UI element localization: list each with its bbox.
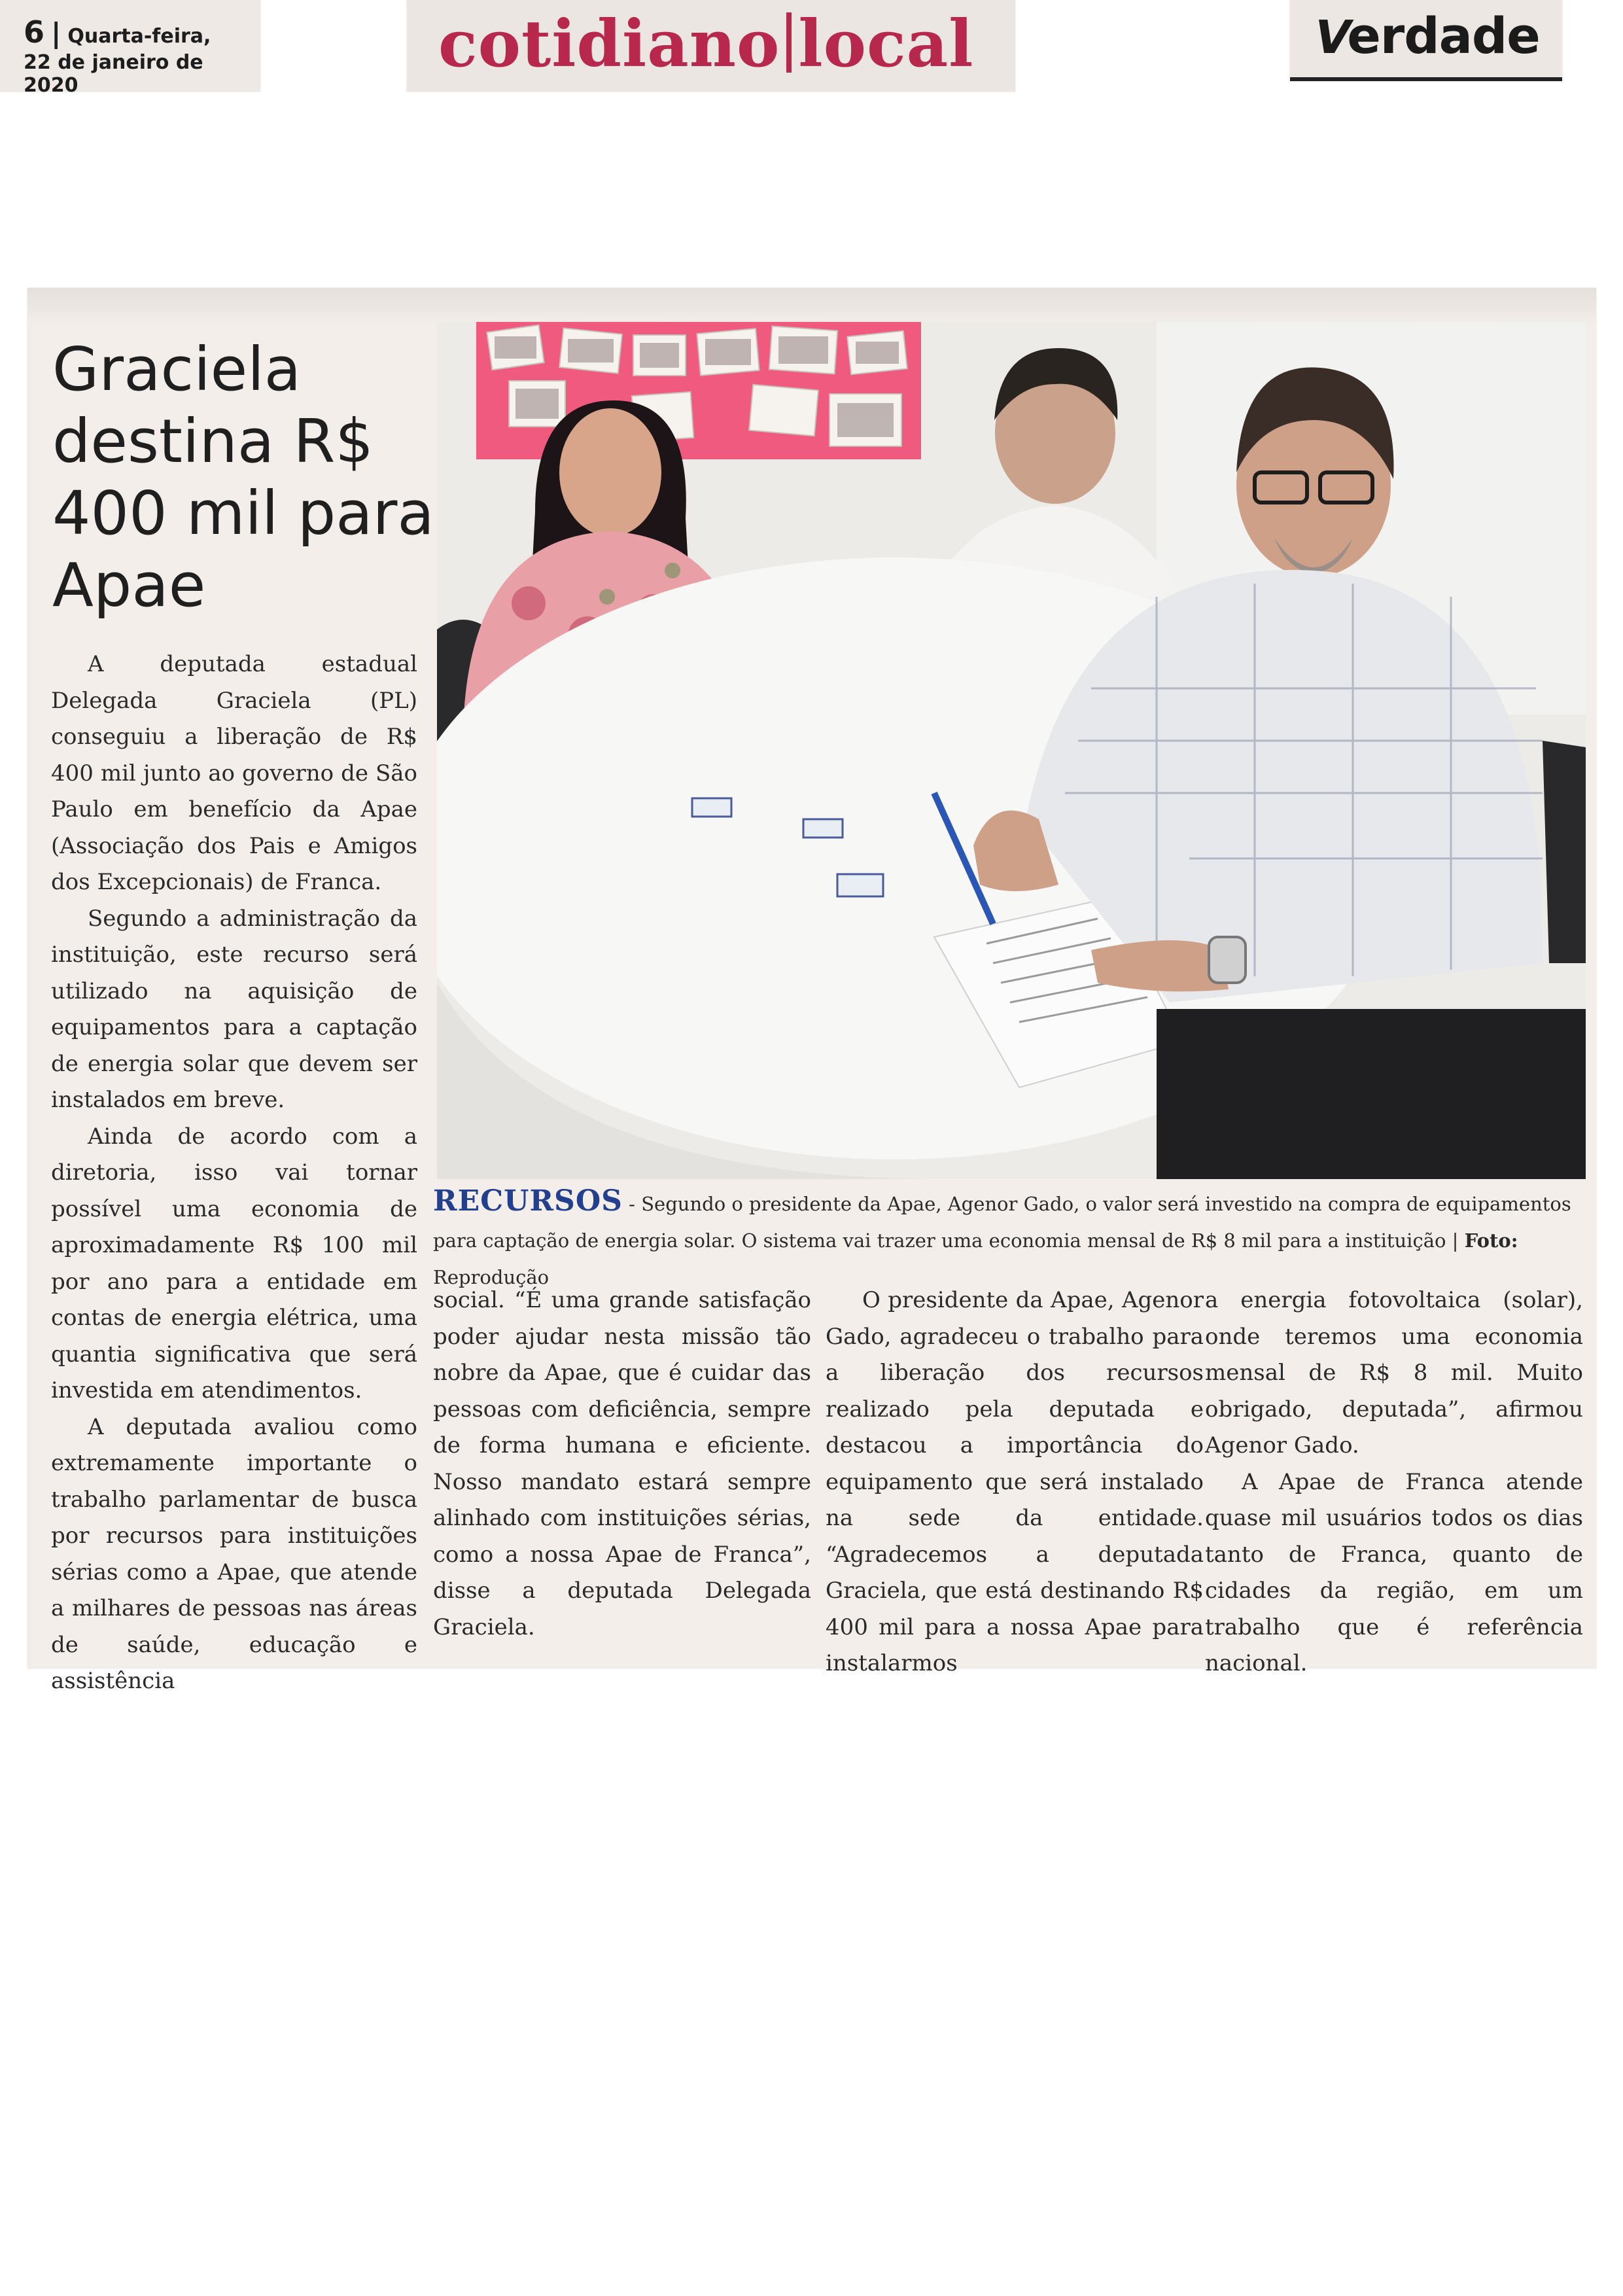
photo-credit-label: Foto: [1464, 1229, 1518, 1252]
section-left: cotidiano [438, 7, 780, 82]
paragraph: social. “É uma grande satisfação poder ajudar nesta missão tão nobre da Apae, que é cuidar das pessoas com deficiência, sempre de forma humana e eficiente. Nosso mandato estará sempre alinhado com instituições sérias, como a nossa Apae de Franca”, disse a deputada Delegada Graciela. [433, 1287, 811, 1640]
card [837, 874, 883, 896]
paragraph: A Apae de Franca atende quase mil usuários todos os dias tanto de Franca, quanto de cidades da região, em um trabalho que é referência nacional. [1205, 1468, 1583, 1676]
paragraph: O presidente da Apae, Agenor Gado, agradeceu o trabalho para a liberação dos recursos realizado pela deputada e destacou a importância do equipamento que será instalado na sede da entidade. “Agradecemos a deputada Graciela, que está destinando R$ 400 mil para a nossa Apae para instalarmos [826, 1287, 1204, 1676]
card [803, 819, 843, 838]
card [692, 798, 731, 817]
headline: Graciela destina R$ 400 mil para Apae [52, 334, 434, 620]
paragraph: A deputada avaliou como extremamente importante o trabalho parlamentar de busca por recursos para instituições sérias como a Apae, que atende a milhares de pessoas nas áreas de saúde, educação e assistência [51, 1413, 417, 1694]
article-photo [437, 322, 1586, 1179]
page-number: 6 [24, 14, 45, 50]
article-clipping [27, 288, 1596, 1694]
brand-initial: V [1309, 10, 1355, 64]
photo-illustration [437, 322, 1586, 1179]
section-right: local [798, 7, 974, 82]
brand-name: erdade [1347, 7, 1540, 65]
page-separator: | [51, 17, 61, 49]
caption-title: RECURSOS [433, 1184, 623, 1218]
section-title [438, 7, 973, 82]
paragraph: Ainda de acordo com a diretoria, isso vai tornar possível uma economia de aproximadamente R$ 100 mil por ano para a entidade em contas de energia elétrica, uma quantia significativa que será investida em atendimentos. [51, 1123, 417, 1404]
photo-credit: Reprodução [433, 1266, 550, 1288]
caption-text: - Segundo o presidente da Apae, Agenor Gado, o valor será investido na compra de equipamentos para captação de energia solar. O sistema vai trazer uma economia mensal de R$ 8 mil para a instituição | [433, 1193, 1571, 1252]
brand-underline [1290, 77, 1562, 81]
weekday: Quarta-feira, [67, 25, 211, 48]
section-divider [786, 12, 792, 73]
brand-clipping [1290, 0, 1562, 81]
paragraph: Segundo a administração da instituição, este recurso será utilizado na aquisição de equipamentos para a captação de energia solar que devem ser instalados em breve. [51, 905, 417, 1113]
paragraph: A deputada estadual Delegada Graciela (PL) conseguiu a liberação de R$ 400 mil junto ao governo de São Paulo em benefício da Apae (Associação dos Pais e Amigos dos Excepcionais) de Franca. [51, 651, 417, 895]
column-1 [51, 646, 417, 1700]
column-2 [433, 1282, 811, 1646]
chair-right [1543, 741, 1586, 963]
photo-caption [433, 1183, 1586, 1296]
bleed-through-strip [27, 288, 1596, 327]
newspaper-logo [1309, 7, 1540, 65]
dark-foreground [1157, 1009, 1586, 1179]
paragraph: a energia fotovoltaica (solar), onde teremos uma economia mensal de R$ 8 mil. Muito obrigado, deputada”, afirmou Agenor Gado. [1205, 1287, 1583, 1458]
date-clipping [0, 0, 260, 97]
column-3 [826, 1282, 1204, 1682]
column-4 [1205, 1282, 1583, 1682]
dateline [24, 14, 260, 97]
publication-date: 22 de janeiro de 2020 [24, 51, 203, 97]
section-clipping [407, 0, 1015, 92]
